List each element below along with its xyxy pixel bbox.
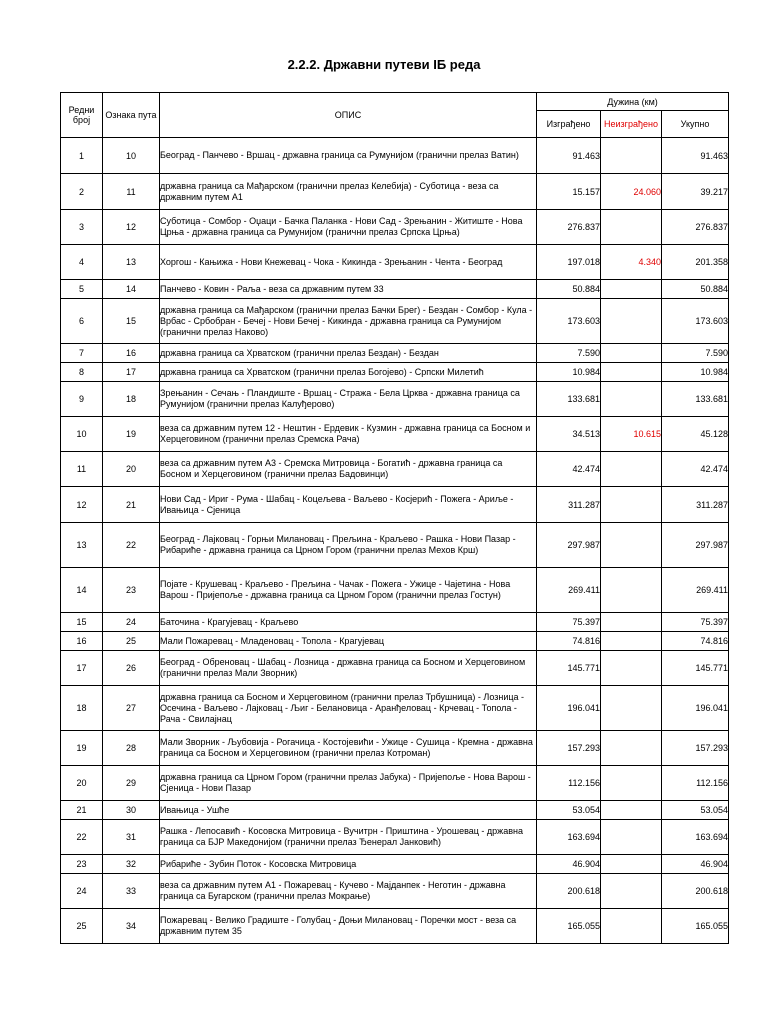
length-total: 145.771: [662, 651, 729, 686]
length-built: 200.618: [537, 874, 601, 909]
length-built: 269.411: [537, 568, 601, 613]
length-unbuilt: [601, 280, 662, 299]
length-total: 10.984: [662, 363, 729, 382]
table-row: [61, 731, 729, 766]
length-total: 7.590: [662, 344, 729, 363]
table-row: [61, 632, 729, 651]
length-built: 91.463: [537, 138, 601, 174]
length-total: 45.128: [662, 417, 729, 452]
road-code: 31: [103, 820, 160, 855]
length-total: 311.287: [662, 487, 729, 523]
row-number: 14: [61, 568, 103, 613]
table-row: [61, 245, 729, 280]
table-row: [61, 820, 729, 855]
road-code: 15: [103, 299, 160, 344]
header-duzina: Дужина (км): [537, 93, 729, 111]
table-row: [61, 138, 729, 174]
road-code: 19: [103, 417, 160, 452]
table-row: [61, 344, 729, 363]
length-built: 311.287: [537, 487, 601, 523]
length-total: 157.293: [662, 731, 729, 766]
length-total: 163.694: [662, 820, 729, 855]
road-code: 12: [103, 210, 160, 245]
row-number: 18: [61, 686, 103, 731]
table-body: [61, 138, 729, 944]
road-code: 16: [103, 344, 160, 363]
row-number: 5: [61, 280, 103, 299]
table-row: [61, 613, 729, 632]
table-row: [61, 299, 729, 344]
length-unbuilt: [601, 874, 662, 909]
road-code: 14: [103, 280, 160, 299]
length-total: 91.463: [662, 138, 729, 174]
length-unbuilt: [601, 801, 662, 820]
row-number: 2: [61, 174, 103, 210]
length-built: 197.018: [537, 245, 601, 280]
row-number: 16: [61, 632, 103, 651]
length-total: 133.681: [662, 382, 729, 417]
road-code: 26: [103, 651, 160, 686]
row-number: 1: [61, 138, 103, 174]
road-code: 32: [103, 855, 160, 874]
road-description: Београд - Обреновац - Шабац - Лозница - државна граница са Босном и Херцеговином (гранични прелаз Мали Зворник): [160, 651, 537, 686]
length-built: 173.603: [537, 299, 601, 344]
length-unbuilt: [601, 523, 662, 568]
length-unbuilt: [601, 299, 662, 344]
road-description: Мали Зворник - Љубовија - Рогачица - Костојевићи - Ужице - Сушица - Кремна - државна граница са Босном и Херцеговином (гранични прелаз Котроман): [160, 731, 537, 766]
table-row: [61, 568, 729, 613]
length-total: 74.816: [662, 632, 729, 651]
length-total: 42.474: [662, 452, 729, 487]
table-row: [61, 417, 729, 452]
length-built: 50.884: [537, 280, 601, 299]
row-number: 17: [61, 651, 103, 686]
road-code: 10: [103, 138, 160, 174]
length-unbuilt: [601, 138, 662, 174]
road-code: 23: [103, 568, 160, 613]
road-code: 24: [103, 613, 160, 632]
table-row: [61, 280, 729, 299]
road-description: државна граница са Црном Гором (гранични прелаз Јабука) - Пријепоље - Нова Варош - Сјеница - Нови Пазар: [160, 766, 537, 801]
length-unbuilt: [601, 210, 662, 245]
header-oznaka-puta: Ознака пута: [103, 93, 160, 138]
road-description: државна граница са Мађарском (гранични прелаз Келебија) - Суботица - веза са државним путем А1: [160, 174, 537, 210]
row-number: 19: [61, 731, 103, 766]
length-built: 163.694: [537, 820, 601, 855]
road-description: Београд - Панчево - Вршац - државна граница са Румунијом (гранични прелаз Ватин): [160, 138, 537, 174]
road-description: Панчево - Ковин - Раља - веза са државним путем 33: [160, 280, 537, 299]
length-total: 200.618: [662, 874, 729, 909]
table-row: [61, 523, 729, 568]
length-unbuilt: [601, 363, 662, 382]
road-description: Рибариће - Зубин Поток - Косовска Митровица: [160, 855, 537, 874]
length-built: 75.397: [537, 613, 601, 632]
length-unbuilt: [601, 651, 662, 686]
table-row: [61, 363, 729, 382]
table-row: [61, 174, 729, 210]
road-description: Зрењанин - Сечањ - Пландиште - Вршац - Стража - Бела Црква - државна граница са Румунијом (гранични прелаз Калуђерово): [160, 382, 537, 417]
length-unbuilt: [601, 382, 662, 417]
length-total: 165.055: [662, 909, 729, 944]
road-description: Хоргош - Кањижа - Нови Кнежевац - Чока - Кикинда - Зрењанин - Чента - Београд: [160, 245, 537, 280]
length-unbuilt: [601, 686, 662, 731]
road-code: 25: [103, 632, 160, 651]
road-code: 34: [103, 909, 160, 944]
length-total: 112.156: [662, 766, 729, 801]
road-description: државна граница са Хрватском (гранични прелаз Бездан) - Бездан: [160, 344, 537, 363]
road-description: државна граница са Босном и Херцеговином (гранични прелаз Трбушница) - Лозница - Осечина - Ваљево - Лајковац - Љиг - Белановица - Аранђеловац - Крчевац - Топола - Рача - Свилајнац: [160, 686, 537, 731]
row-number: 8: [61, 363, 103, 382]
length-unbuilt: [601, 487, 662, 523]
table-row: [61, 686, 729, 731]
length-built: 196.041: [537, 686, 601, 731]
length-built: 53.054: [537, 801, 601, 820]
road-code: 28: [103, 731, 160, 766]
road-description: веза са државним путем А1 - Пожаревац - Кучево - Мајданпек - Неготин - државна граница са Бугарском (гранични прелаз Мокрање): [160, 874, 537, 909]
road-description: Рашка - Лепосавић - Косовска Митровица - Вучитрн - Приштина - Урошевац - државна граница са БЈР Македонијом (гранични прелаз Ђенерал Јанковић): [160, 820, 537, 855]
row-number: 6: [61, 299, 103, 344]
length-total: 46.904: [662, 855, 729, 874]
header-izgradjeno: Изграђено: [537, 111, 601, 138]
table-row: [61, 766, 729, 801]
length-built: 7.590: [537, 344, 601, 363]
length-built: 112.156: [537, 766, 601, 801]
length-unbuilt: [601, 731, 662, 766]
road-code: 29: [103, 766, 160, 801]
length-unbuilt: [601, 568, 662, 613]
length-built: 46.904: [537, 855, 601, 874]
road-code: 18: [103, 382, 160, 417]
length-total: 269.411: [662, 568, 729, 613]
row-number: 4: [61, 245, 103, 280]
length-total: 297.987: [662, 523, 729, 568]
roads-table: [60, 92, 729, 944]
length-built: 10.984: [537, 363, 601, 382]
header-redni-broj: Редни број: [61, 93, 103, 138]
length-unbuilt: [601, 909, 662, 944]
header-neizgradjeno: Неизграђено: [601, 111, 662, 138]
road-description: Баточина - Крагујевац - Краљево: [160, 613, 537, 632]
length-total: 173.603: [662, 299, 729, 344]
table-row: [61, 855, 729, 874]
road-code: 20: [103, 452, 160, 487]
road-description: Суботица - Сомбор - Оџаци - Бачка Паланка - Нови Сад - Зрењанин - Житиште - Нова Црња - државна граница са Румунијом (гранични прелаз Српска Црња): [160, 210, 537, 245]
length-total: 196.041: [662, 686, 729, 731]
row-number: 13: [61, 523, 103, 568]
length-built: 165.055: [537, 909, 601, 944]
row-number: 15: [61, 613, 103, 632]
length-unbuilt: [601, 613, 662, 632]
row-number: 3: [61, 210, 103, 245]
row-number: 24: [61, 874, 103, 909]
length-built: 42.474: [537, 452, 601, 487]
road-code: 30: [103, 801, 160, 820]
length-built: 276.837: [537, 210, 601, 245]
road-description: веза са државним путем 12 - Нештин - Ердевик - Кузмин - државна граница са Босном и Херцеговином (гранични прелаз Сремска Рача): [160, 417, 537, 452]
row-number: 25: [61, 909, 103, 944]
length-unbuilt: [601, 820, 662, 855]
road-code: 17: [103, 363, 160, 382]
road-description: Нови Сад - Ириг - Рума - Шабац - Коцељева - Ваљево - Косјерић - Пожега - Ариље - Ивањица - Сјеница: [160, 487, 537, 523]
road-code: 27: [103, 686, 160, 731]
length-unbuilt: [601, 452, 662, 487]
length-total: 39.217: [662, 174, 729, 210]
row-number: 20: [61, 766, 103, 801]
header-opis: ОПИС: [160, 93, 537, 138]
road-code: 11: [103, 174, 160, 210]
row-number: 7: [61, 344, 103, 363]
road-description: веза са државним путем А3 - Сремска Митровица - Богатић - државна граница са Босном и Херцеговином (гранични прелаз Бадовинци): [160, 452, 537, 487]
road-code: 33: [103, 874, 160, 909]
row-number: 9: [61, 382, 103, 417]
length-built: 145.771: [537, 651, 601, 686]
table-row: [61, 801, 729, 820]
length-total: 53.054: [662, 801, 729, 820]
road-description: Мали Пожаревац - Младеновац - Топола - Крагујевац: [160, 632, 537, 651]
length-total: 201.358: [662, 245, 729, 280]
row-number: 10: [61, 417, 103, 452]
road-description: Ивањица - Ушће: [160, 801, 537, 820]
length-total: 276.837: [662, 210, 729, 245]
length-built: 157.293: [537, 731, 601, 766]
length-built: 15.157: [537, 174, 601, 210]
row-number: 12: [61, 487, 103, 523]
road-code: 22: [103, 523, 160, 568]
road-code: 13: [103, 245, 160, 280]
table-row: [61, 487, 729, 523]
row-number: 23: [61, 855, 103, 874]
length-unbuilt: [601, 855, 662, 874]
length-built: 74.816: [537, 632, 601, 651]
table-row: [61, 382, 729, 417]
length-built: 297.987: [537, 523, 601, 568]
length-total: 75.397: [662, 613, 729, 632]
length-unbuilt: [601, 632, 662, 651]
header-ukupno: Укупно: [662, 111, 729, 138]
road-description: државна граница са Хрватском (гранични прелаз Богојево) - Српски Милетић: [160, 363, 537, 382]
length-built: 133.681: [537, 382, 601, 417]
road-description: Београд - Лајковац - Горњи Милановац - Прељина - Краљево - Рашка - Нови Пазар - Рибариће - државна граница са Црном Гором (гранични прелаз Мехов Крш): [160, 523, 537, 568]
table-row: [61, 210, 729, 245]
road-description: Пожаревац - Велико Градиште - Голубац - Доњи Милановац - Поречки мост - веза са државним путем 35: [160, 909, 537, 944]
table-row: [61, 909, 729, 944]
row-number: 11: [61, 452, 103, 487]
length-built: 34.513: [537, 417, 601, 452]
length-unbuilt: 4.340: [601, 245, 662, 280]
row-number: 21: [61, 801, 103, 820]
length-unbuilt: 24.060: [601, 174, 662, 210]
road-description: Појате - Крушевац - Краљево - Прељина - Чачак - Пожега - Ужице - Чајетина - Нова Варош - Пријепоље - државна граница са Црном Гором (гранични прелаз Гостун): [160, 568, 537, 613]
road-description: државна граница са Мађарском (гранични прелаз Бачки Брег) - Бездан - Сомбор - Кула - Врбас - Србобран - Бечеј - Нови Бечеј - Кикинда - државна граница са Румунијом (гранични прелаз Наково): [160, 299, 537, 344]
page-title: 2.2.2. Државни путеви IБ реда: [287, 57, 481, 72]
table-row: [61, 452, 729, 487]
table-row: [61, 651, 729, 686]
table-row: [61, 874, 729, 909]
row-number: 22: [61, 820, 103, 855]
length-unbuilt: [601, 766, 662, 801]
length-unbuilt: 10.615: [601, 417, 662, 452]
road-code: 21: [103, 487, 160, 523]
length-unbuilt: [601, 344, 662, 363]
length-total: 50.884: [662, 280, 729, 299]
